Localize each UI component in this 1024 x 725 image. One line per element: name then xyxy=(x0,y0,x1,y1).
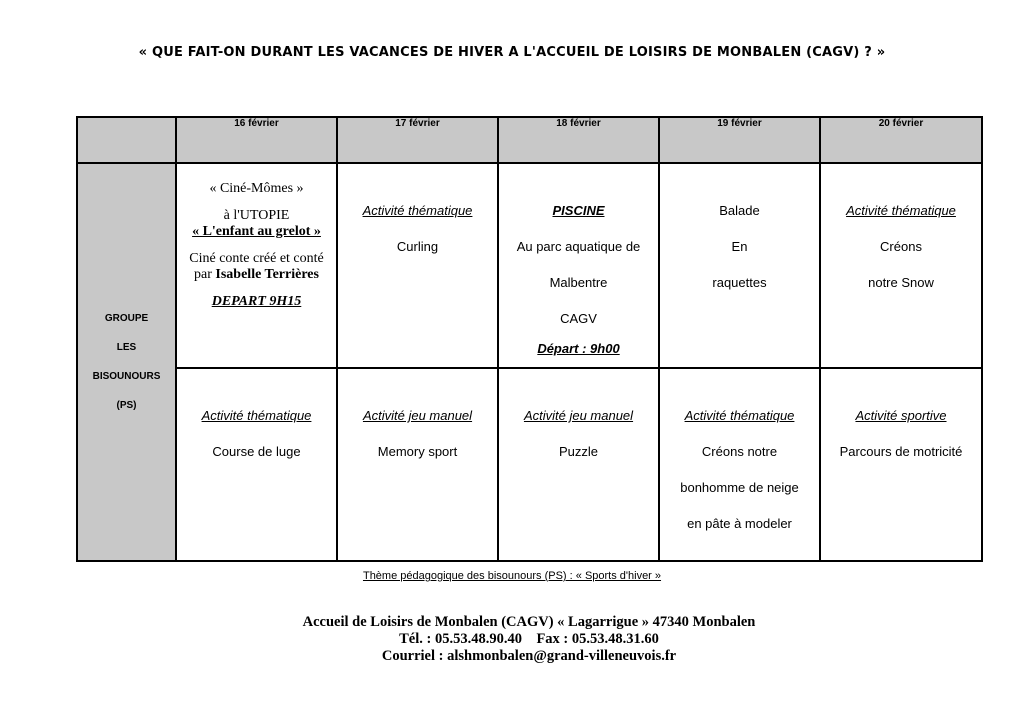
activity-text: Créons xyxy=(880,239,922,254)
activity-text: Memory sport xyxy=(377,444,458,459)
activity-text: Curling xyxy=(396,239,439,254)
activity-text: En xyxy=(731,239,748,254)
activity-text: Course de luge xyxy=(212,444,301,459)
activity-cell xyxy=(498,368,659,561)
header-row xyxy=(77,117,982,163)
activity-row-1 xyxy=(77,163,982,368)
activity-type: Activité thématique xyxy=(362,203,473,218)
activity-cell xyxy=(498,163,659,368)
activity-text: en pâte à modeler xyxy=(687,516,792,531)
day-header: 19 février xyxy=(659,117,820,163)
footer-contact xyxy=(0,614,1024,665)
group-label xyxy=(77,163,176,561)
activity-text: Puzzle xyxy=(558,444,599,459)
footer-phone: Tél. : 05.53.48.90.40 Fax : 05.53.48.31.60 xyxy=(399,631,659,647)
activity-type: Activité jeu manuel xyxy=(362,408,473,423)
activity-cell xyxy=(659,163,820,368)
group-line: (PS) xyxy=(116,400,137,411)
activity-text: bonhomme de neige xyxy=(680,480,799,495)
by-label: par xyxy=(194,267,216,282)
activity-text xyxy=(177,267,336,284)
day-header: 16 février xyxy=(176,117,337,163)
activity-text: notre Snow xyxy=(868,275,934,290)
group-line: LES xyxy=(116,342,137,353)
activity-type: Activité sportive xyxy=(855,408,947,423)
day-header: 20 février xyxy=(820,117,982,163)
activity-text: Parcours de motricité xyxy=(839,444,963,459)
activity-cell xyxy=(176,163,337,368)
activity-type: Activité thématique xyxy=(846,203,956,218)
activity-text: à l'UTOPIE xyxy=(223,207,290,223)
activity-text: Au parc aquatique de xyxy=(516,239,641,254)
activity-type: Activité thématique xyxy=(201,408,312,423)
activity-text: CAGV xyxy=(560,311,597,326)
group-line: BISOUNOURS xyxy=(92,371,161,382)
group-line: GROUPE xyxy=(104,313,149,324)
schedule-table xyxy=(76,116,983,562)
activity-cell xyxy=(337,368,498,561)
header-corner xyxy=(77,117,176,163)
pedagogical-theme: Thème pédagogique des bisounours (PS) : « Sports d'hiver » xyxy=(362,570,662,582)
activity-cell xyxy=(176,368,337,561)
activity-cell xyxy=(659,368,820,561)
activity-row-2 xyxy=(77,368,982,561)
author-name: Isabelle Terrières xyxy=(215,267,319,282)
activity-type: PISCINE xyxy=(552,203,605,218)
activity-text: Balade xyxy=(719,203,760,218)
footer-address: Accueil de Loisirs de Monbalen (CAGV) « Lagarrigue » 47340 Monbalen xyxy=(302,614,756,630)
activity-type: Activité thématique xyxy=(684,408,795,423)
movie-title: « L'enfant au grelot » xyxy=(192,224,321,239)
departure-time: Départ : 9h00 xyxy=(537,341,620,356)
departure-time: DEPART 9H15 xyxy=(211,293,302,309)
activity-text: Malbentre xyxy=(549,275,608,290)
activity-cell xyxy=(820,163,982,368)
activity-text: raquettes xyxy=(712,275,767,290)
activity-text: Créons notre xyxy=(701,444,778,459)
activity-text: Ciné conte créé et conté xyxy=(189,250,324,266)
activity-title: « Ciné-Mômes » xyxy=(209,181,304,196)
activity-cell xyxy=(820,368,982,561)
activity-cell xyxy=(337,163,498,368)
page-title: « QUE FAIT-ON DURANT LES VACANCES DE HIVER A L'ACCUEIL DE LOISIRS DE MONBALEN (CAGV) ? » xyxy=(138,45,886,60)
day-header: 18 février xyxy=(498,117,659,163)
footer-email: Courriel : alshmonbalen@grand-villeneuvois.fr xyxy=(381,648,677,664)
activity-type: Activité jeu manuel xyxy=(523,408,634,423)
day-header: 17 février xyxy=(337,117,498,163)
